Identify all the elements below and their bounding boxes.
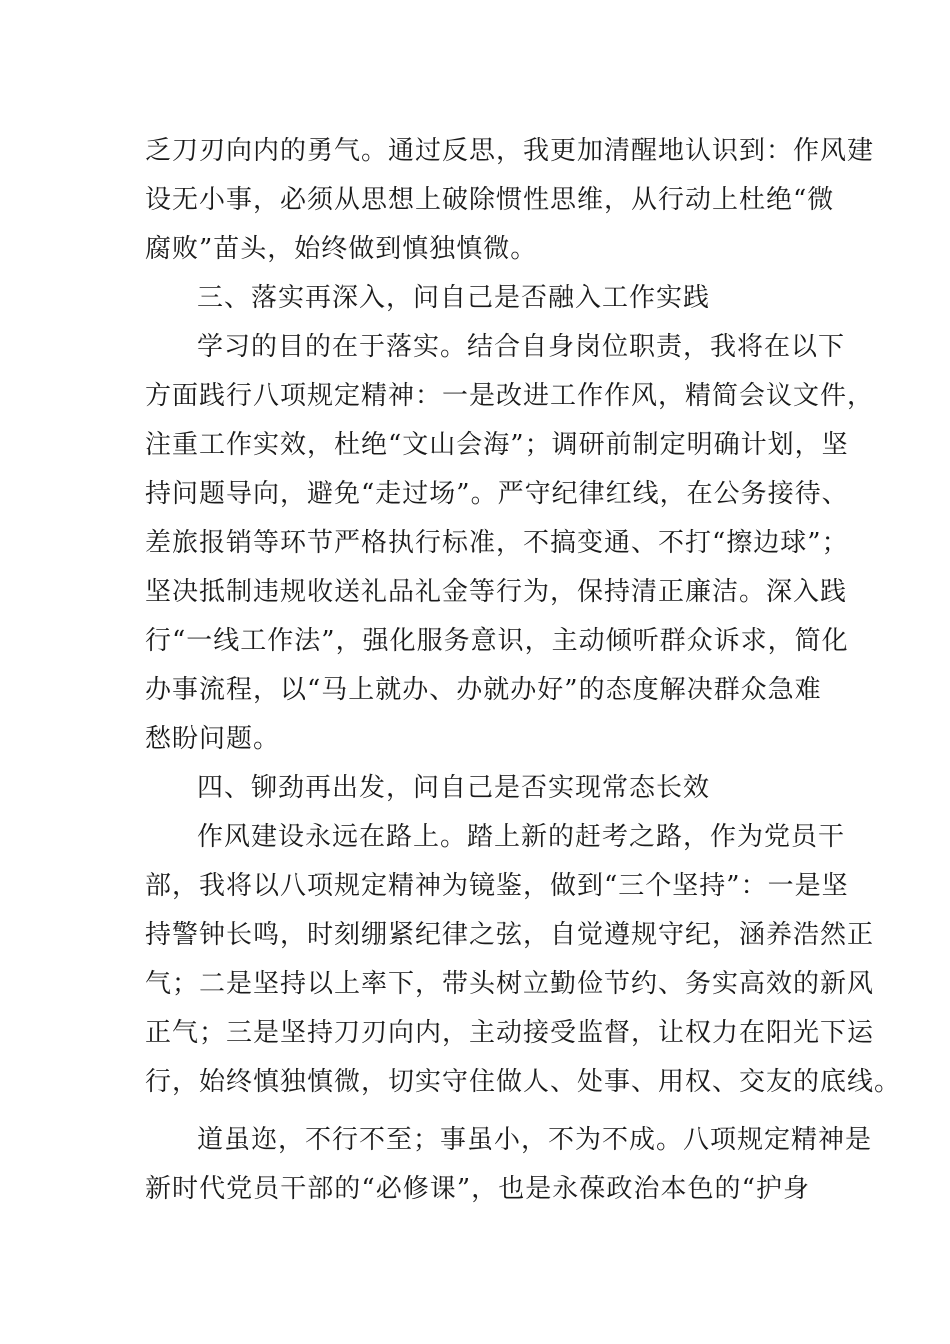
body-line-18: 气；二是坚持以上率下，带头树立勤俭节约、务实高效的新风 — [145, 969, 875, 999]
body-line-1: 乏刀刃向内的勇气。通过反思，我更加清醒地认识到：作风建 — [145, 136, 875, 166]
body-line-19: 正气；三是坚持刀刃向内，主动接受监督，让权力在阳光下运 — [145, 1018, 875, 1048]
section-heading-4: 四、铆劲再出发，问自己是否实现常态长效 — [197, 773, 711, 803]
body-line-8: 持问题导向，避免“走过场”。严守纪律红线，在公务接待、 — [145, 479, 849, 509]
body-line-9: 差旅报销等环节严格执行标准，不搞变通、不打“擦边球”； — [145, 528, 849, 558]
body-line-16: 部，我将以八项规定精神为镜鉴，做到“三个坚持”：一是坚 — [145, 871, 849, 901]
body-line-17: 持警钟长鸣，时刻绷紧纪律之弦，自觉遵规守纪，涵养浩然正 — [145, 920, 875, 950]
section-heading-3: 三、落实再深入，问自己是否融入工作实践 — [197, 283, 711, 313]
body-line-10: 坚决抵制违规收送礼品礼金等行为，保持清正廉洁。深入践 — [145, 577, 848, 607]
body-line-20: 行，始终慎独慎微，切实守住做人、处事、用权、交友的底线。 — [145, 1067, 902, 1097]
body-line-3: 腐败”苗头，始终做到慎独慎微。 — [145, 234, 538, 264]
body-line-12: 办事流程，以“马上就办、办就办好”的态度解决群众急难 — [145, 675, 822, 705]
body-line-13: 愁盼问题。 — [145, 724, 281, 754]
body-line-15: 作风建设永远在路上。踏上新的赶考之路，作为党员干 — [197, 822, 846, 852]
body-line-22: 新时代党员干部的“必修课”，也是永葆政治本色的“护身 — [145, 1174, 810, 1204]
body-line-2: 设无小事，必须从思想上破除惯性思维，从行动上杜绝“微 — [145, 185, 835, 215]
body-line-21: 道虽迩，不行不至；事虽小，不为不成。八项规定精神是 — [197, 1125, 873, 1155]
body-line-7: 注重工作实效，杜绝“文山会海”；调研前制定明确计划，坚 — [145, 430, 849, 460]
body-line-11: 行“一线工作法”，强化服务意识，主动倾听群众诉求，简化 — [145, 626, 849, 656]
body-line-6: 方面践行八项规定精神：一是改进工作作风，精简会议文件， — [145, 381, 875, 411]
body-line-5: 学习的目的在于落实。结合自身岗位职责，我将在以下 — [197, 332, 846, 362]
